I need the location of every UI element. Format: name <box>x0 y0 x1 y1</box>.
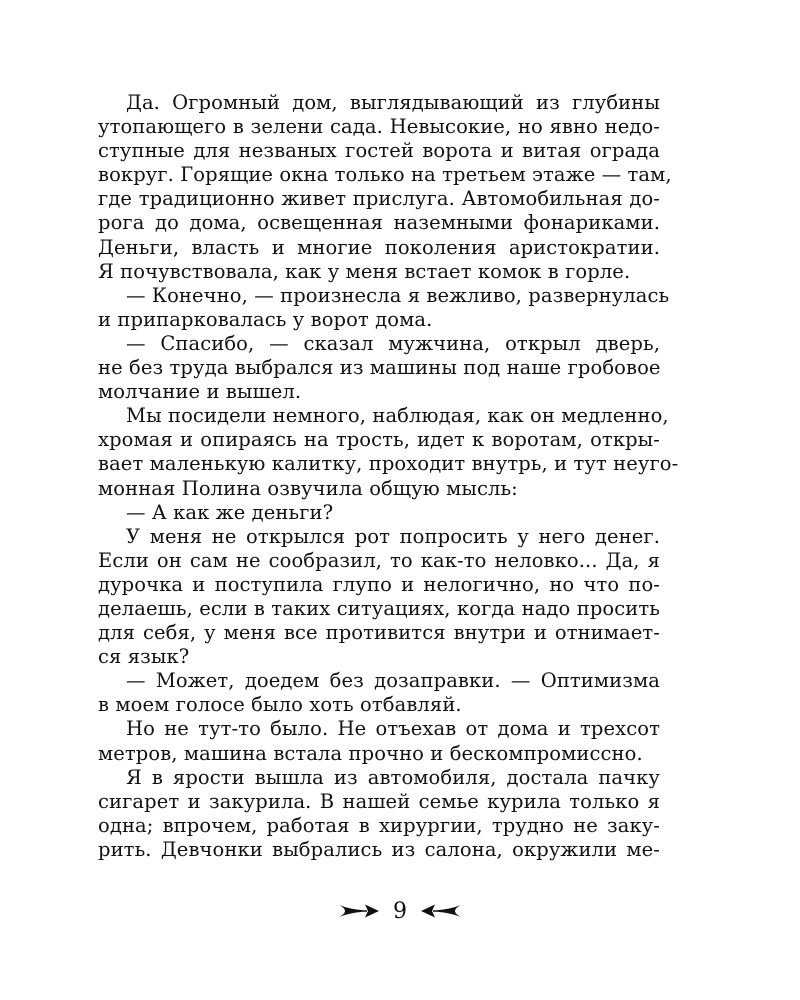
text-line: метров, машина встала прочно и бескомпромиссно. <box>98 741 643 765</box>
text-line: Я почувствовала, как у меня встает комок в горле. <box>98 259 631 283</box>
text-line: ся язык? <box>98 645 190 669</box>
text-line: для себя, у меня все противится внутри и отнимает- <box>98 621 660 645</box>
text-line: сигарет и закурила. В нашей семье курила только я <box>98 789 660 813</box>
text-line: Мы посидели немного, наблюдая, как он медленно, <box>126 404 669 428</box>
text-line: Я в ярости вышла из автомобиля, достала пачку <box>126 765 660 789</box>
text-line: Деньги, власть и многие поколения аристократии. <box>98 235 660 259</box>
page-body <box>98 91 679 862</box>
text-line: не без труда выбрался из машины под наше гробовое <box>98 356 661 380</box>
text-line: ступные для незваных гостей ворота и витая ограда <box>98 139 660 163</box>
text-line: рога до дома, освещенная наземными фонариками. <box>98 211 660 235</box>
text-line: дурочка и поступила глупо и нелогично, но что по- <box>98 572 660 596</box>
arrow-ornament-icon <box>419 903 463 919</box>
text-line: хромая и опираясь на трость, идет к воротам, откры- <box>98 428 660 452</box>
text-line: монная Полина озвучила общую мысль: <box>98 476 518 500</box>
text-line: и припарковалась у ворот дома. <box>98 307 433 331</box>
page-number: 9 <box>393 898 407 924</box>
text-line: вает маленькую калитку, проходит внутрь, и тут неуго- <box>98 452 679 476</box>
text-line: У меня не открылся рот попросить у него денег. <box>126 524 660 548</box>
text-line: молчание и вышел. <box>98 380 302 404</box>
text-line: Да. Огромный дом, выглядывающий из глубины <box>126 91 660 114</box>
text-line: где традиционно живет прислуга. Автомобильная до- <box>98 187 660 211</box>
text-line: вокруг. Горящие окна только на третьем этаже — там, <box>98 163 672 187</box>
text-line: одна; впрочем, работая в хирургии, трудно не заку- <box>98 813 660 837</box>
text-line: — А как же деньги? <box>126 500 334 524</box>
text-line: Если он сам не сообразил, то как-то неловко... Да, я <box>98 548 660 572</box>
page-footer <box>0 896 800 926</box>
text-line: Но не тут-то было. Не отъехав от дома и трехсот <box>126 717 660 741</box>
text-line: рить. Девчонки выбрались из салона, окружили ме- <box>98 837 660 861</box>
text-line: утопающего в зелени сада. Невысокие, но явно недо- <box>98 115 660 139</box>
text-line: — Может, доедем без дозаправки. — Оптимизма <box>126 669 660 693</box>
text-line: — Конечно, — произнесла я вежливо, развернулась <box>126 283 670 307</box>
arrow-ornament-icon <box>337 903 381 919</box>
text-line: в моем голосе было хоть отбавляй. <box>98 693 462 717</box>
text-line: делаешь, если в таких ситуациях, когда надо просить <box>98 596 660 620</box>
text-line: — Спасибо, — сказал мужчина, открыл дверь, <box>126 331 660 355</box>
